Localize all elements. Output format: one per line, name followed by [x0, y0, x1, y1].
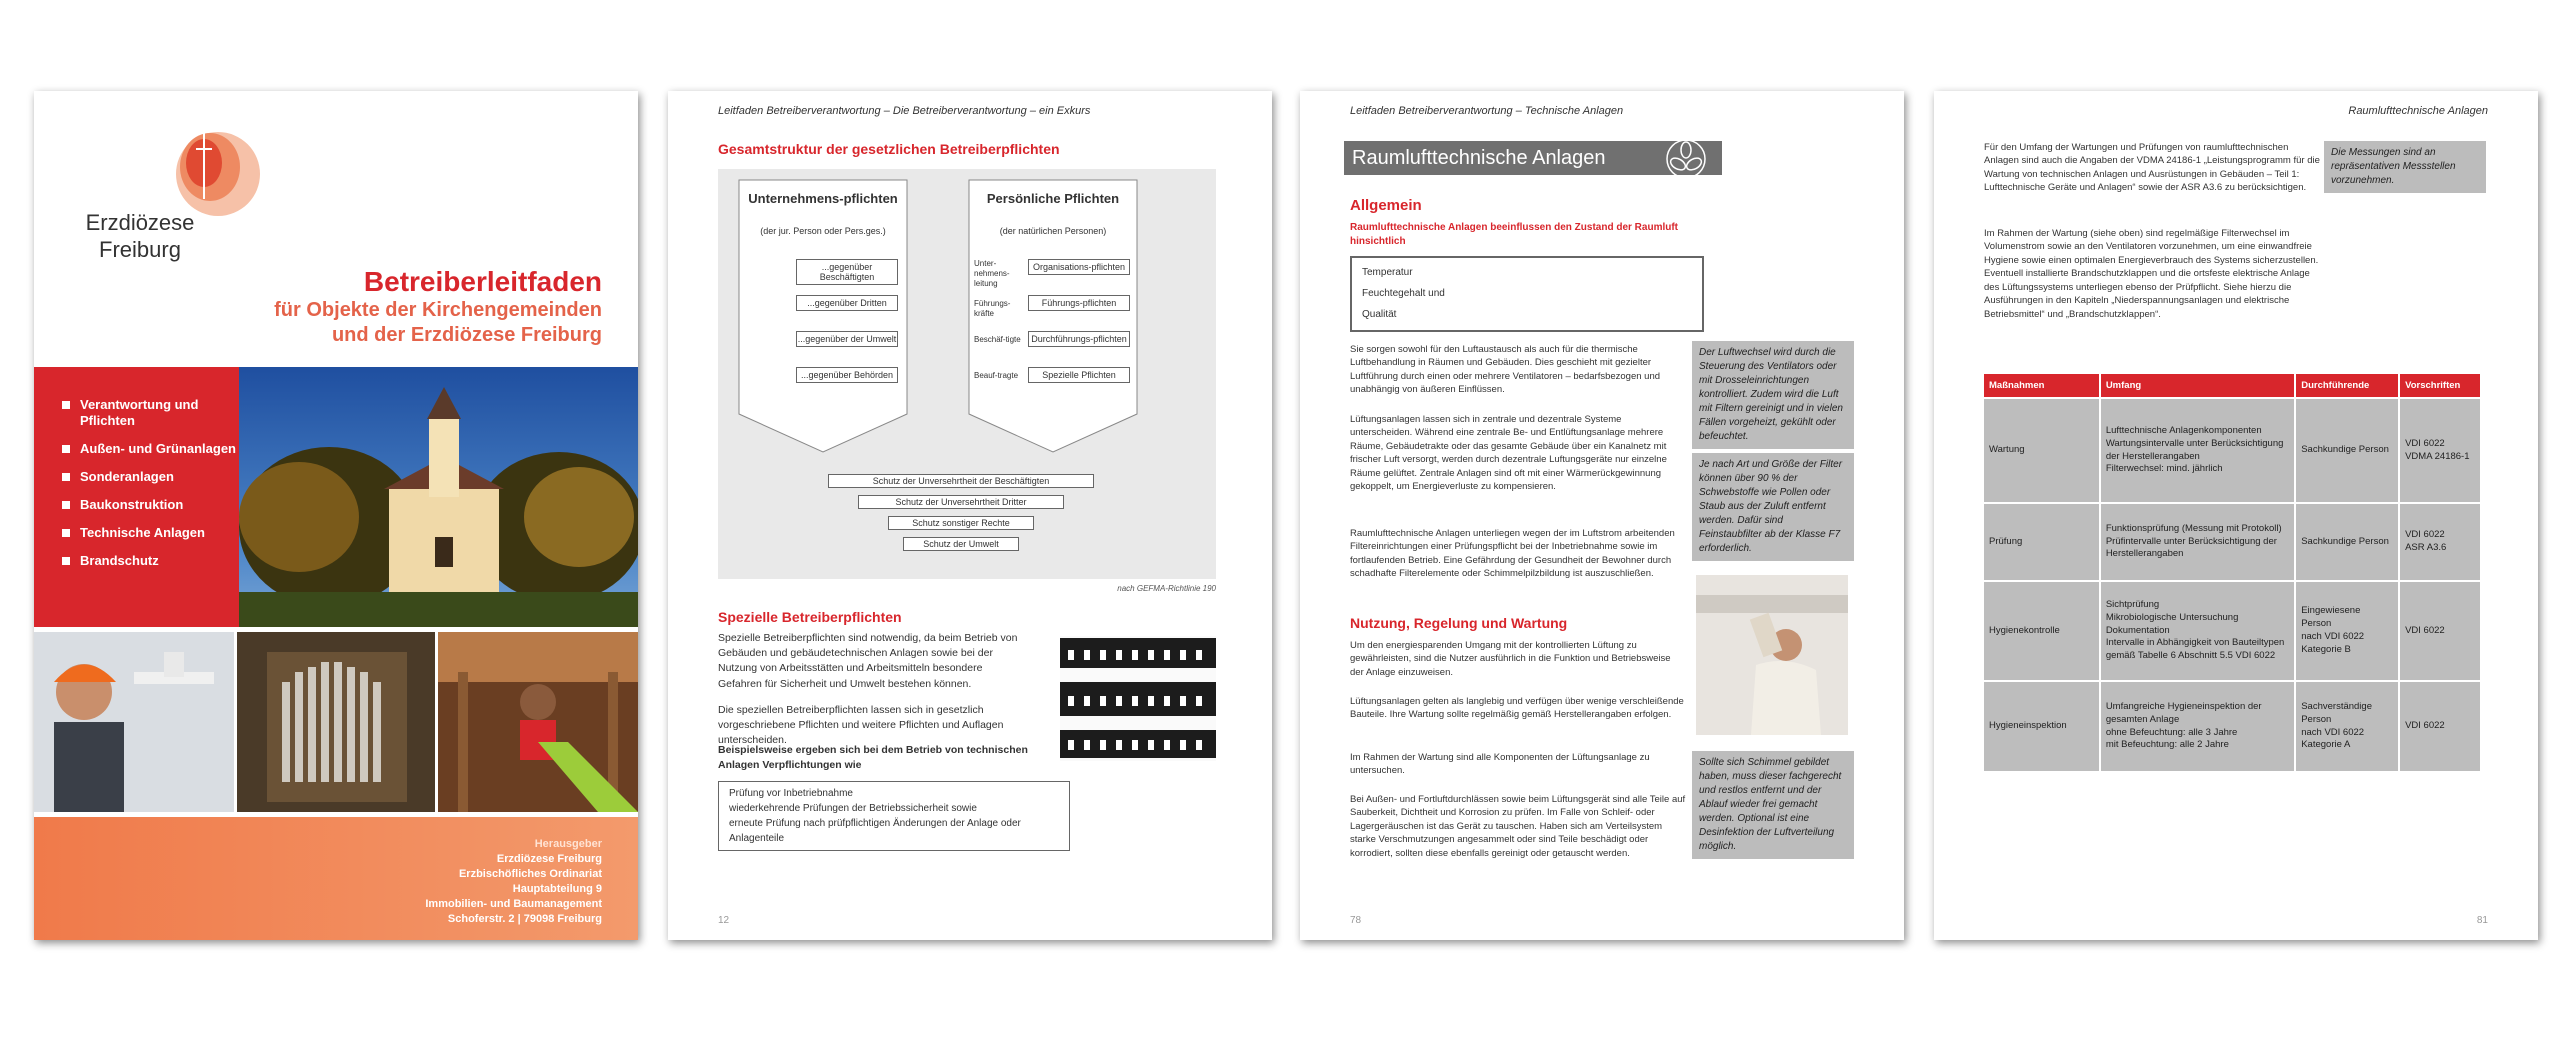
duty-box: ...gegenüber Beschäftigten — [796, 259, 898, 285]
running-header: Raumlufttechnische Anlagen — [2348, 105, 2488, 117]
diocese-logo-text: Erzdiözese Freiburg — [85, 210, 195, 262]
duty-box: Organisations-pflichten — [1028, 259, 1130, 275]
fan-icon — [1664, 137, 1708, 181]
section-heading: Nutzung, Regelung und Wartung — [1350, 615, 1568, 631]
binders-photo — [1060, 636, 1216, 761]
publisher-line: Hauptabteilung 9 — [512, 883, 602, 895]
chapter-item: Außen- und Grünanlagen — [62, 441, 239, 457]
main-title: Betreiberleitfaden — [363, 266, 602, 297]
page-number: 12 — [718, 915, 730, 926]
paragraph: Bei Außen- und Fortluftdurchlässen sowie beim Lüftungsgerät sind alle Teile auf Sauberkeit, Dichtheit und Korrosion zu prüfen. Im Falle von Schleif- oder Lagergeräuschen ist das Gerät zu tauschen. Haben sich am Verteilsystem starke Verschmutzungen angesammelt oder sind Teile beschädigt oder korrodiert, sollten diese ebenfalls gereinigt oder getauscht werden. — [1350, 794, 1686, 859]
subtitle-line-2: und der Erzdiözese Freiburg — [331, 324, 602, 346]
aspect-item: Feuchtegehalt und — [1362, 288, 1445, 299]
table-cell: Hygieneinspektion — [1984, 681, 2100, 771]
chapter-item: Brandschutz — [62, 553, 239, 569]
publisher-line: Erzdiözese Freiburg — [496, 853, 602, 865]
table-header-row — [1984, 374, 2481, 398]
section-heading: Spezielle Betreiberpflichten — [718, 609, 902, 625]
protection-box: Schutz der Unversehrtheit der Beschäftigten — [828, 474, 1094, 488]
section-heading: Gesamtstruktur der gesetzlichen Betreiberpflichten — [718, 141, 1060, 157]
paragraph: Im Rahmen der Wartung sind alle Komponenten der Lüftungsanlage zu untersuchen. — [1350, 752, 1650, 777]
page-number: 81 — [2476, 915, 2488, 926]
obligation-item: erneute Prüfung nach prüfpflichtigen Änderungen der Anlage oder Anlagenteile — [729, 818, 1021, 844]
organ-photo — [237, 632, 435, 812]
table-cell: VDI 6022 — [2399, 681, 2481, 771]
table-cell: VDI 6022 ASR A3.6 — [2399, 503, 2481, 581]
subtitle-line-1: für Objekte der Kirchengemeinden — [274, 299, 602, 321]
protection-box: Schutz der Unversehrtheit Dritter — [858, 495, 1064, 509]
obligation-item: wiederkehrende Prüfungen der Betriebssicherheit sowie — [729, 803, 977, 814]
technician-duct-photo — [1696, 575, 1848, 735]
duty-box: Führungs-pflichten — [1028, 295, 1130, 311]
publisher-line: Immobilien- und Baumanagement — [425, 898, 602, 910]
table-cell: VDI 6022 VDMA 24186-1 — [2399, 398, 2481, 503]
table-cell: Eingewiesene Person nach VDI 6022 Kategorie B — [2295, 581, 2399, 681]
table-cell: Funktionsprüfung (Messung mit Protokoll) Prüfintervalle unter Berücksichtigung der Herstellerangaben — [2100, 503, 2295, 581]
technician-photo — [34, 632, 234, 812]
paragraph: Lüftungsanlagen gelten als langlebig und verfügen über wenige verschleißende Bauteile. Ihre Wartung sollte regelmäßig gemäß Herstellerangaben erfolgen. — [1350, 696, 1684, 721]
aspect-item: Qualität — [1362, 309, 1397, 320]
protection-box: Schutz der Umwelt — [903, 537, 1019, 551]
column-header: Umfang — [2100, 374, 2295, 398]
table-cell: Wartung — [1984, 398, 2100, 503]
paragraph: Für den Umfang der Wartungen und Prüfungen von raumlufttechnischen Anlagen sind auch die Angaben der VDMA 24186-1 „Leistungsprogramm für die Wartung von technischen Anlagen und Ausrüstungen in Gebäuden – Teil 1: Lufttechnische Geräte und Anlagen“ sowie der ASR A3.6 zu berücksichtigen. — [1984, 142, 2320, 194]
right-column-sub: (der natürlichen Personen) — [999, 226, 1107, 236]
aspects-box — [1350, 256, 1704, 332]
left-column-sub: (der jur. Person oder Pers.ges.) — [760, 226, 886, 236]
column-header: Durchführende — [2295, 374, 2399, 398]
chapter-menu — [34, 367, 239, 627]
paragraph: Im Rahmen der Wartung (siehe oben) sind regelmäßige Filterwechsel im Volumenstrom sowie an den Ventilatoren vorzunehmen, um eine einwandfreie Hygiene sowie einen optimalen Energieverbrauch des Systems sicherzustellen. Eventuell installierte Brandschutzklappen und die ortsfeste elektrische Anlage des Lüftungssystems unterliegen ebenso der Prüfpflicht. Siehe hierzu die Ausführungen in den Kapiteln „Niederspannungsanlagen und elektrische Betriebsmittel“ und „Brandschutzklappen“. — [1984, 228, 2319, 320]
cover-title — [274, 266, 602, 348]
left-column-title: Unternehmens-pflichten — [748, 191, 898, 206]
structure-diagram — [718, 169, 1216, 579]
table-cell: Lufttechnische Anlagenkomponenten Wartungsintervalle unter Berücksichtigung der Herstellerangaben Filterwechsel: mind. jährlich — [2100, 398, 2295, 503]
playground-photo — [438, 632, 638, 812]
chapter-item: Sonderanlagen — [62, 469, 239, 485]
running-header: Leitfaden Betreiberverantwortung – Technische Anlagen — [1350, 105, 1624, 117]
right-column-title: Persönliche Pflichten — [986, 191, 1120, 206]
section-heading: Allgemein — [1350, 197, 1422, 214]
table-cell: Sachverständige Person nach VDI 6022 Kategorie A — [2295, 681, 2399, 771]
maintenance-table — [1984, 374, 2482, 771]
protection-box: Schutz sonstiger Rechte — [888, 516, 1034, 530]
table-body — [1984, 398, 2481, 771]
table-cell: Sachkundige Person — [2295, 503, 2399, 581]
publisher-line: Schoferstr. 2 | 79098 Freiburg — [447, 913, 602, 925]
role-label: Beschäf-tigte — [974, 335, 1021, 344]
table-row — [1984, 503, 2481, 581]
side-note: Der Luftwechsel wird durch die Steuerung des Ventilators oder mit Drosseleinrichtungen kontrolliert. Zudem wird die Luft mit Filtern gereinigt und in vielen Fällen vorgeheizt, gekühlt oder befeuchtet. — [1692, 341, 1854, 449]
chapter-item: Verantwortung und Pflichten — [62, 397, 239, 429]
paragraph: Raumlufttechnische Anlagen unterliegen wegen der im Luftstrom arbeitenden Filtereinrichtungen einer Prüfungspflicht bei der Inbetriebnahme sowie im fortlaufenden Betrieb. Eine Gefährdung der Gesundheit der Bewohner durch schadhafte Filterelemente oder Schimmelpilzbildung ist auszuschließen. — [1350, 528, 1675, 580]
column-header: Maßnahmen — [1984, 374, 2100, 398]
diagram-source: nach GEFMA-Richtlinie 190 — [1117, 584, 1216, 593]
table-cell: Sachkundige Person — [2295, 398, 2399, 503]
table-row — [1984, 398, 2481, 503]
table-cell: Hygienekontrolle — [1984, 581, 2100, 681]
paragraph: Um den energiesparenden Umgang mit der kontrollierten Lüftung zu gewährleisten, sind die Nutzer ausführlich in die Funktion und Betriebsweise der Anlage einzuweisen. — [1350, 640, 1671, 678]
publisher-block — [34, 817, 638, 940]
chapter-item: Baukonstruktion — [62, 497, 239, 513]
paragraph: Spezielle Betreiberpflichten sind notwendig, da beim Betrieb von Gebäuden und gebäudetechnischen Anlagen sowie bei der Nutzung von Arbeitsstätten und Arbeitsmitteln besondere Gefahren für Sicherheit und Umwelt bestehen können. — [718, 632, 1018, 690]
publisher-label: Herausgeber — [534, 838, 602, 850]
chapter-banner-title: Raumlufttechnische Anlagen — [1352, 147, 1606, 169]
publisher-line: Erzbischöfliches Ordinariat — [458, 868, 602, 880]
running-header: Leitfaden Betreiberverantwortung – Die Betreiberverantwortung – ein Exkurs — [718, 105, 1091, 117]
page-81 — [1934, 91, 2538, 940]
table-cell: Sichtprüfung Mikrobiologische Untersuchung Dokumentation Intervalle in Abhängigkeit von Bauteiltypen gemäß Tabelle 6 Abschnitt 5.5 VDI 6022 — [2100, 581, 2295, 681]
aspect-item: Temperatur — [1362, 267, 1413, 278]
church-photo — [239, 367, 638, 627]
duty-box: ...gegenüber Behörden — [796, 367, 898, 383]
side-note: Die Messungen sind an repräsentativen Messstellen vorzunehmen. — [2324, 141, 2486, 193]
table-cell: Umfangreiche Hygieneinspektion der gesamten Anlage ohne Befeuchtung: alle 3 Jahre mit Befeuchtung: alle 2 Jahre — [2100, 681, 2295, 771]
role-label: Beauf-tragte — [974, 371, 1019, 380]
duty-box: Spezielle Pflichten — [1028, 367, 1130, 383]
chapter-item: Technische Anlagen — [62, 525, 239, 541]
table-row — [1984, 681, 2481, 771]
duty-box: ...gegenüber Dritten — [796, 295, 898, 311]
page-number: 78 — [1350, 915, 1362, 926]
paragraph: Sie sorgen sowohl für den Luftaustausch als auch für die thermische Luftbehandlung in Räumen und Gebäuden. Dies geschieht mit gezielter Luftführung durch einen oder mehrere Ventilatoren – bedarfsbezogen und unabhängig von äußeren Einflüssen. — [1350, 344, 1661, 396]
diocese-logo-icon — [138, 119, 278, 219]
obligation-item: Prüfung vor Inbetriebnahme — [729, 788, 853, 799]
obligations-box — [718, 781, 1070, 851]
paragraph: Lüftungsanlagen lassen sich in zentrale und dezentrale Systeme unterscheiden. Während eine zentrale Be- und Entlüftungsanlage mehrere Räume, Gebäudetrakte oder das gesamte Gebäude über ein Kanalnetz mit frischer Luft versorgt, werden durch dezentrale Luftungsgeräte nur einzelne Räume gelüftet. Zentrale Anlagen sind oft mit einer Wärmerückgewinnung gekoppelt, um Energieverluste zu kompensieren. — [1350, 414, 1667, 493]
table-cell: VDI 6022 — [2399, 581, 2481, 681]
duty-box: ...gegenüber der Umwelt — [796, 331, 898, 347]
column-header: Vorschriften — [2399, 374, 2481, 398]
side-note: Je nach Art und Größe der Filter können über 90 % der Schwebstoffe wie Pollen oder Staub aus der Zuluft entfernt werden. Dafür sind Feinstaubfilter ab der Klasse F7 erforderlich. — [1692, 453, 1854, 561]
page-12 — [668, 91, 1272, 940]
red-note: Beispielsweise ergeben sich bei dem Betrieb von technischen Anlagen Verpflichtungen wie — [718, 744, 1028, 772]
duty-box: Durchführungs-pflichten — [1028, 331, 1130, 347]
paragraph: Die speziellen Betreiberpflichten lassen sich in gesetzlich vorgeschriebene Pflichten und weitere Pflichten und Auflagen unterscheiden. — [718, 704, 1004, 747]
page-78 — [1300, 91, 1904, 940]
side-note: Sollte sich Schimmel gebildet haben, muss dieser fachgerecht und restlos entfernt und der Ablauf wieder frei gemacht werden. Optional ist eine Desinfektion der Luftverteilung möglich. — [1692, 751, 1854, 859]
table-cell: Prüfung — [1984, 503, 2100, 581]
cover-page — [34, 91, 638, 940]
role-label: Führungs-kräfte — [974, 299, 1011, 318]
left-column-shape — [738, 179, 908, 454]
table-row — [1984, 581, 2481, 681]
red-intro: Raumlufttechnische Anlagen beeinflussen den Zustand der Raumluft hinsichtlich — [1350, 222, 1679, 247]
role-label: Unter-nehmens-leitung — [974, 259, 1010, 288]
